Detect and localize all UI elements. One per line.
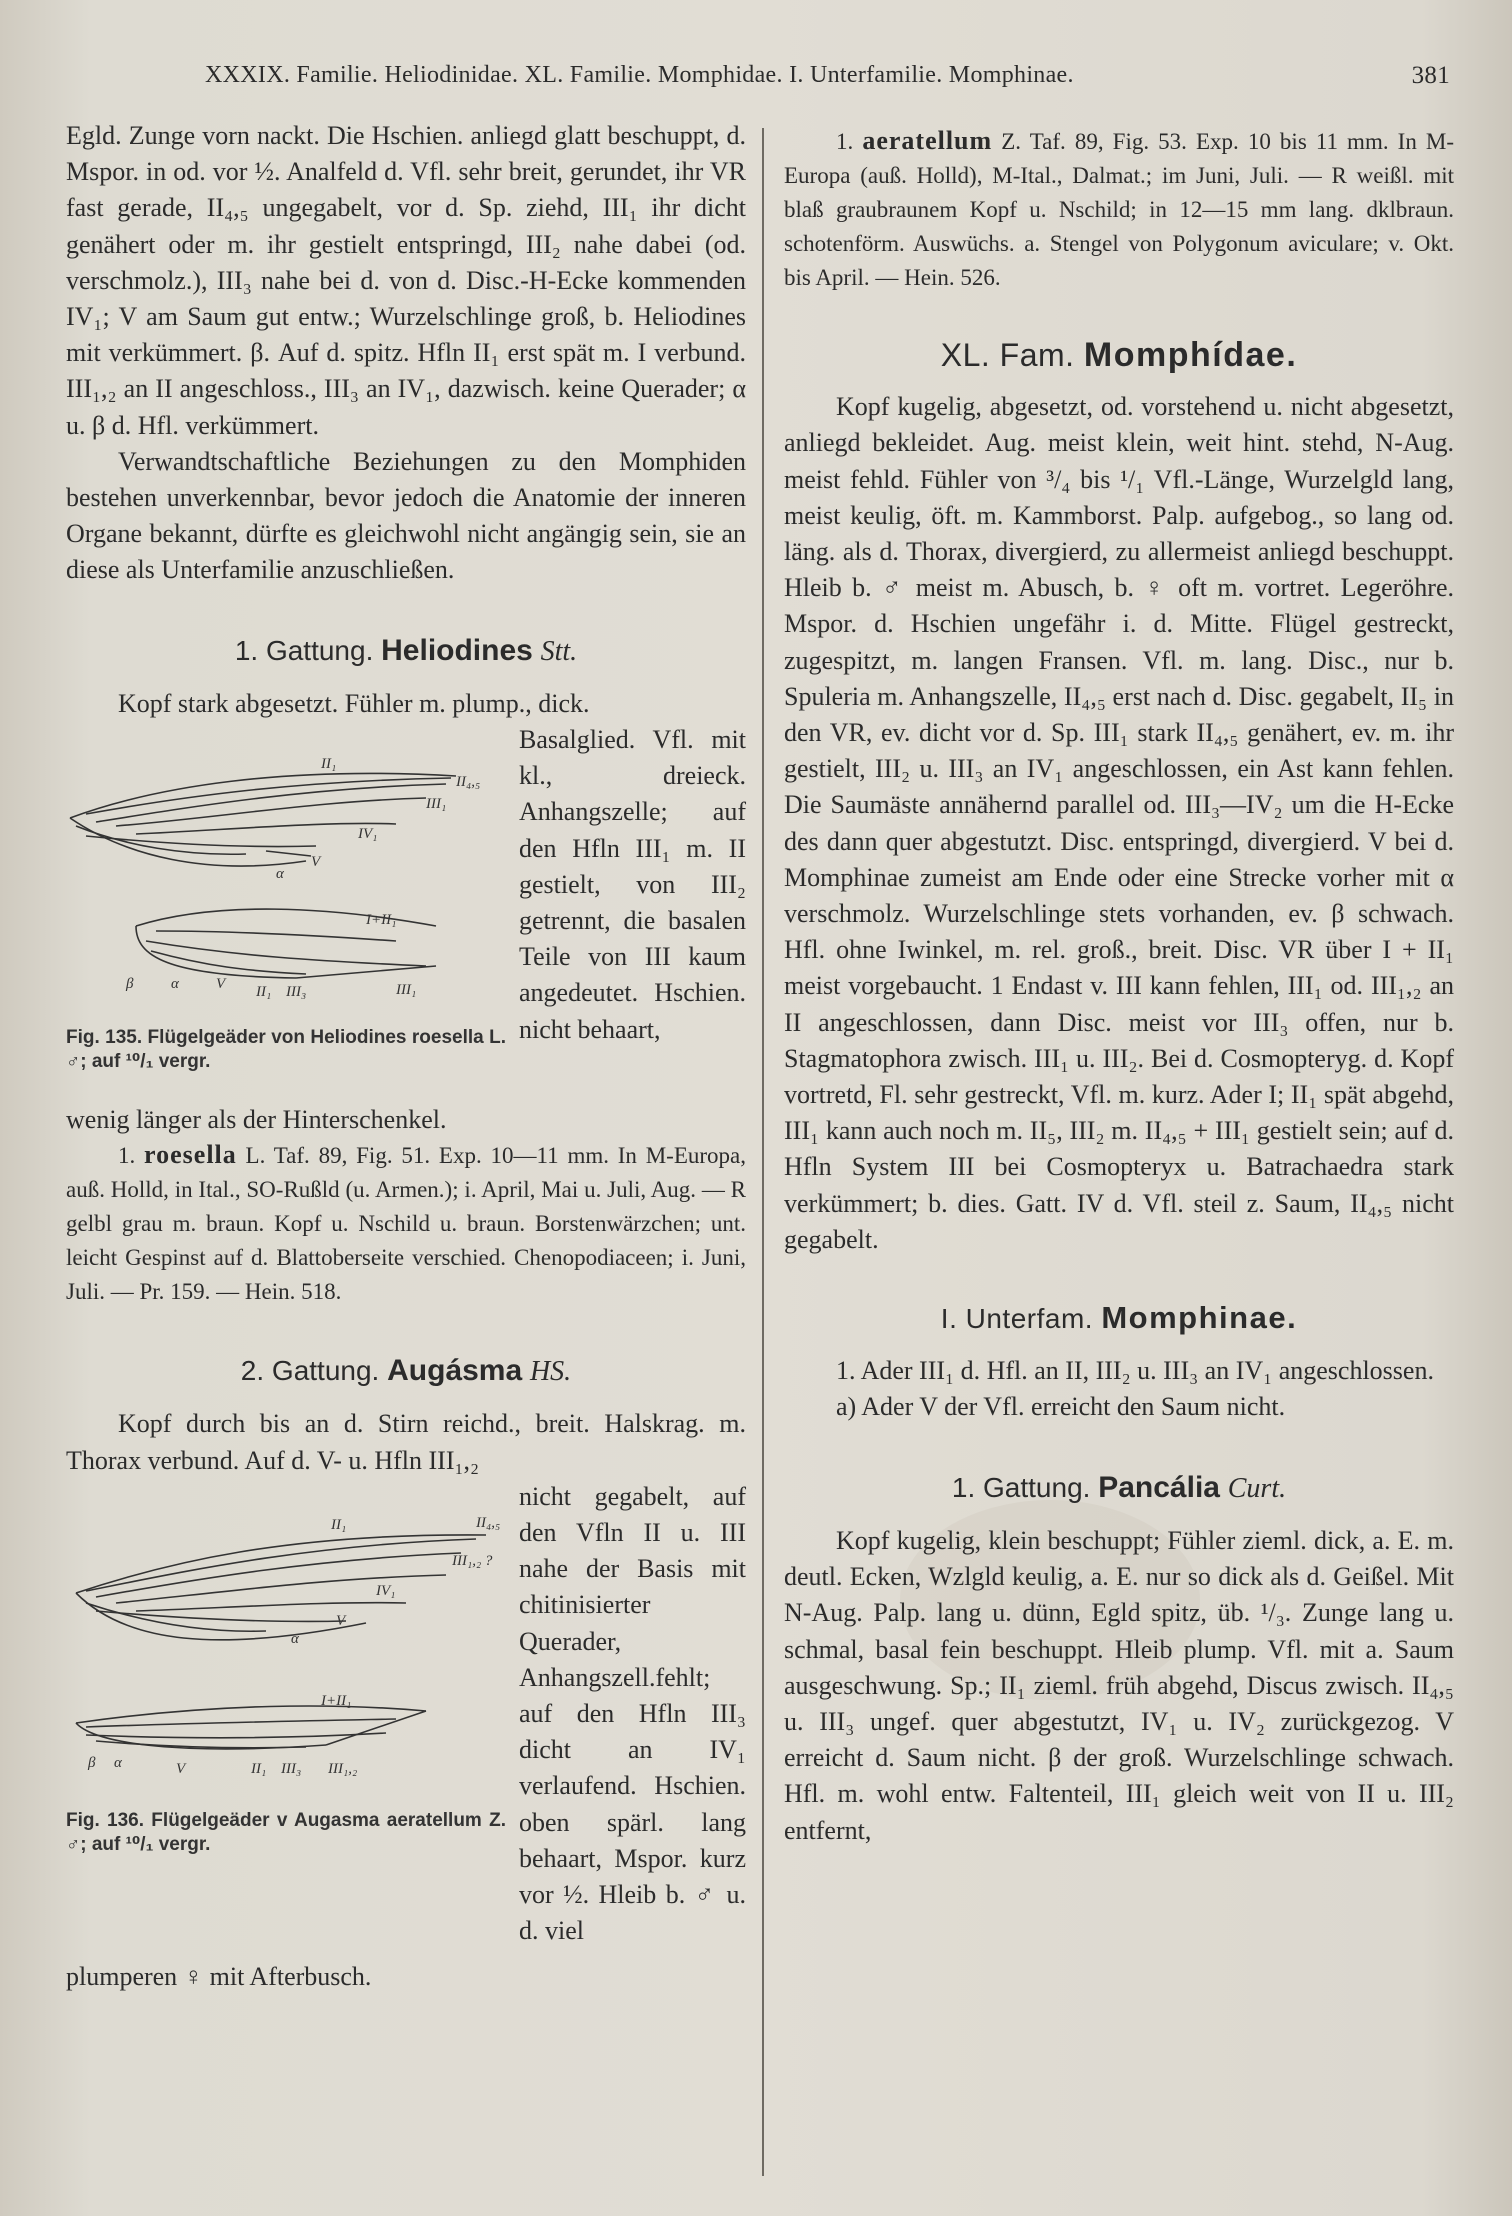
species-name: aeratellum xyxy=(862,126,993,155)
fig135-label: α xyxy=(171,976,179,993)
genus1-tail: wenig länger als der Hinterschenkel. xyxy=(66,1105,447,1135)
subfamily-heading xyxy=(784,1300,1454,1337)
fig135-label: I+II₁ xyxy=(366,912,397,929)
fig136-label: V xyxy=(336,1612,346,1629)
genus-heading-augasma xyxy=(66,1353,746,1390)
fig136-label: I+II₁ xyxy=(321,1692,352,1709)
subfamily-heading-prefix: I. Unterfam. xyxy=(940,1303,1094,1335)
genus-heading-prefix: 2. Gattung. xyxy=(240,1355,380,1387)
genus-heading-prefix: 1. Gattung. xyxy=(951,1471,1091,1503)
species-aeratellum xyxy=(784,124,1454,295)
fig135-label: V xyxy=(311,854,321,871)
fig136-label: III₁,₂ ? xyxy=(452,1552,493,1569)
fig136-label: α xyxy=(114,1754,122,1771)
genus2-tail: plumperen ♀ mit Afterbusch. xyxy=(66,1961,372,1991)
genus-author: Curt. xyxy=(1227,1472,1287,1504)
genus-heading-heliodines xyxy=(66,633,746,670)
figure-136-caption: Fig. 136. Flügelgeäder v Augasma aeratellum Z. ♂; auf ¹⁰/₁ vergr. xyxy=(66,1809,506,1855)
fig136-label: V xyxy=(176,1760,186,1777)
right-column xyxy=(784,124,1454,1849)
fig136-label: II₄,₅ xyxy=(476,1514,501,1531)
fig135-label: II₄,₅ xyxy=(456,774,481,791)
species-name: roesella xyxy=(144,1140,237,1170)
subfamily-key-2: a) Ader V der Vfl. erreicht den Saum nicht. xyxy=(836,1392,1286,1422)
hindwing-136 xyxy=(76,1706,426,1749)
family-heading xyxy=(784,337,1454,373)
figure-135-caption: Fig. 135. Flügelgeäder von Heliodines roesella L. ♂; auf ¹⁰/₁ vergr. xyxy=(66,1027,506,1073)
fig136-label: α xyxy=(291,1630,299,1647)
family-heading-prefix: XL. Fam. xyxy=(940,337,1075,373)
family-name: Momphídae. xyxy=(1083,336,1298,374)
fig136-label: III₁,₂ xyxy=(328,1760,358,1777)
figure-136-block xyxy=(66,1479,746,1959)
genus-name: Augásma xyxy=(387,1354,523,1388)
species-description: Z. Taf. 89, Fig. 53. Exp. 10 bis 11 mm. In M-Europa (auß. Holld), M-Ital., Dalmat.; im Juni, Juli. — R weißl. mit blaß graubraunem Kopf u. Nschild; in 12—15 mm lang. dklbraun. schotenförm. Auswüchs. a. Stengel von Polygonum aviculare; v. Okt. bis April. — Hein. 526. xyxy=(784,129,1454,290)
fig135-label: II₁ xyxy=(321,756,337,773)
forewing-136 xyxy=(76,1535,486,1640)
species-roesella xyxy=(66,1138,746,1309)
column-divider xyxy=(762,128,764,2176)
fig135-label: V xyxy=(216,976,226,993)
page-number: 381 xyxy=(1411,62,1450,89)
running-title: XXXIX. Familie. Heliodinidae. XL. Familie. Momphidae. I. Unterfamilie. Momphinae. xyxy=(205,62,1074,88)
species-description: L. Taf. 89, Fig. 51. Exp. 10—11 mm. In M-Europa, auß. Holld, in Ital., SO-Rußld (u. Armen.); i. April, Mai u. Juli, Aug. — R gelbl grau m. braun. Kopf u. Nschild u. braun. Borstenwärzchen; unt. leicht Gespinst auf d. Blattoberseite verschied. Chenopodiaceen; i. Juni, Juli. — Pr. 159. — Hein. 518. xyxy=(66,1143,746,1305)
fig136-label: IV₁ xyxy=(376,1582,396,1599)
figure-136-wing-venation xyxy=(66,1483,506,1823)
subfamily-name: Momphinae. xyxy=(1101,1300,1298,1336)
figure-135-block xyxy=(66,722,746,1102)
intro-paragraph: Egld. Zunge vorn nackt. Die Hschien. anliegd glatt beschuppt, d. Mspor. in od. vor ½. Analfeld d. Vfl. sehr breit, gerundet, ihr VR fast gerade, II₄,₅ ungegabelt, vor d. Sp. ziehd, III₁ ihr dicht genähert oder m. ihr gestielt entspringd, III₂ nahe dabei (od. verschmolz.), III₃ nahe bei d. von d. Disc.-H-Ecke kommenden IV₁; V am Saum gut entw.; Wurzelschlinge groß, b. Heliodines mit verkümmert. β. Auf d. spitz. Hfln II₁ erst spät m. I verbund. III₁,₂ an II angeschloss., III₃ an IV₁, dazwisch. keine Querader; α u. β d. Hfl. verkümmert. xyxy=(66,121,746,440)
subfamily-key-1: 1. Ader III₁ d. Hfl. an II, III₂ u. III₃ an IV₁ angeschlossen. xyxy=(836,1356,1434,1386)
family-description: Kopf kugelig, abgesetzt, od. vorstehend u. nicht abgesetzt, anliegd bekleidet. Aug. meist klein, weit hint. stehd, N-Aug. meist fehld. Fühler von ³/₄ bis ¹/₁ Vfl.-Länge, Wurzelgld lang, meist keulig, öft. m. Kammborst. Palp. aufgebog., so lang od. läng. als d. Thorax, divergierd, zu allermeist anliegd beschuppt. Hleib b. ♂ meist m. Abusch, b. ♀ oft m. vortret. Legeröhre. Mspor. d. Hschien ungefähr i. d. Mitte. Flügel gestreckt, zugespitzt, m. langen Fransen. Vfl. m. lang. Disc., nur b. Spuleria m. Anhangszelle, II₄,₅ erst nach d. Disc. gegabelt, II₅ in den VR, ev. dicht vor d. Sp. III₁ stark II₄,₅ genähert, ev. m. ihr gestielt, III₂ u. III₃ an IV₁ angeschlossen, ein Ast kann fehlen. Die Saumäste annähernd parallel od. III₃—IV₂ um die H-Ecke des dann quer abgestutzt. Disc. entspringd, divergierd. V bei d. Momphinae zumeist am Ende oder eine Strecke vorher mit α verschmolz. Wurzelschlinge stets vorhanden, ev. β schwach. Hfl. ohne Iwinkel, m. rel. groß., breit. Disc. VR über I + II₁ meist vorgebaucht. 1 Endast v. III kann fehlen, III₁ od. III₁,₂ an II angeschlossen, dann Disc. meist vor III₃ offen, nur b. Stagmatophora zwisch. III₁ u. III₂. Bei d. Cosmopteryg. d. Kopf vortretd, Fl. sehr gestreckt, Vfl. m. kurz. Ader I; II₁ spät abgehd, III₁ kann auch noch m. II₅, III₂ m. II₄,₅ + III₁ gestielt sein; auf d. Hfln System III bei Cosmopteryx u. Batrachaedra stark verkümmert; b. dies. Gatt. IV d. Vfl. steil z. Saum, II₄,₅ nicht gegabelt. xyxy=(784,392,1454,1254)
genus-pancalia-description: Kopf kugelig, klein beschuppt; Fühler zieml. dick, a. E. m. deutl. Ecken, Wzlgld keulig, a. E. nur so dick als d. Geißel. Mit N-Aug. Palp. lang u. dünn, Egld spitz, üb. ¹/₃. Zunge lang u. schmal, basal fein beschuppt. Hleib plump. Vfl. mit a. Saum ausgeschwung. Sp.; II₁ zieml. früh abgehd, Discus zwisch. II₄,₅ u. III₃ ungef. quer abgestutzt, IV₁ u. IV₂ zurückgezog. V erreicht d. Saum nicht. β der groß. Wurzelschlinge schwach. Hfl. m. wohl entw. Faltenteil, III₁ gleich weit von II u. III₂ entfernt, xyxy=(784,1525,1454,1845)
genus1-lead: Kopf stark abgesetzt. Fühler m. plump., dick. xyxy=(118,688,590,718)
genus-name: Heliodines xyxy=(381,633,533,667)
fig135-label: IV₁ xyxy=(358,826,378,843)
forewing-135 xyxy=(70,773,456,866)
fig135-label: β xyxy=(126,976,134,993)
relation-paragraph: Verwandtschaftliche Beziehungen zu den Momphiden bestehen unverkennbar, bevor jedoch die Anatomie der inneren Organe bekannt, dürfte es gleichwohl nicht angängig sein, sie an diese als Unterfamilie anzuschließen. xyxy=(66,446,746,585)
genus-author: Stt. xyxy=(540,635,578,667)
genus1-side-text: Basalglied. Vfl. mit kl., dreieck. Anhangszelle; auf den Hfln III₁ m. II gestielt, von III₂ getrennt, die basalen Teile von III kaum angedeutet. Hschien. nicht behaart, xyxy=(519,725,746,1044)
genus2-lead: Kopf durch bis an d. Stirn reichd., breit. Halskrag. m. Thorax verbund. Auf d. V- u. Hfln III₁,₂ xyxy=(66,1409,746,1475)
fig135-label: α xyxy=(276,866,284,883)
genus-author: HS. xyxy=(529,1356,572,1388)
species-number: 1. xyxy=(836,129,854,154)
running-header xyxy=(205,62,1450,102)
fig135-label: III₃ xyxy=(286,984,307,1001)
fig136-label: β xyxy=(88,1754,96,1771)
genus2-side-text: nicht gegabelt, auf den Vfln II u. III nahe der Basis mit chitinisierter Querader, Anhangszell.fehlt; auf den Hfln III₃ dicht an IV₁ verlaufend. Hschien. oben spärl. lang behaart, Mspor. kurz vor ½. Hleib b. ♂ u. d. viel xyxy=(519,1481,746,1946)
fig136-label: II₁ xyxy=(251,1760,267,1777)
species-number: 1. xyxy=(118,1143,136,1169)
fig136-label: II₁ xyxy=(331,1516,347,1533)
left-column xyxy=(66,118,746,1995)
genus-heading-pancalia xyxy=(784,1470,1454,1507)
fig136-label: III₃ xyxy=(281,1760,302,1777)
genus-name: Pancália xyxy=(1098,1470,1220,1504)
figure-135-wing-venation xyxy=(66,726,506,1026)
fig135-label: III₁ xyxy=(426,796,447,813)
fig135-label: II₁ xyxy=(256,984,272,1001)
genus-heading-prefix: 1. Gattung. xyxy=(234,634,374,666)
fig135-label: III₁ xyxy=(396,982,417,999)
